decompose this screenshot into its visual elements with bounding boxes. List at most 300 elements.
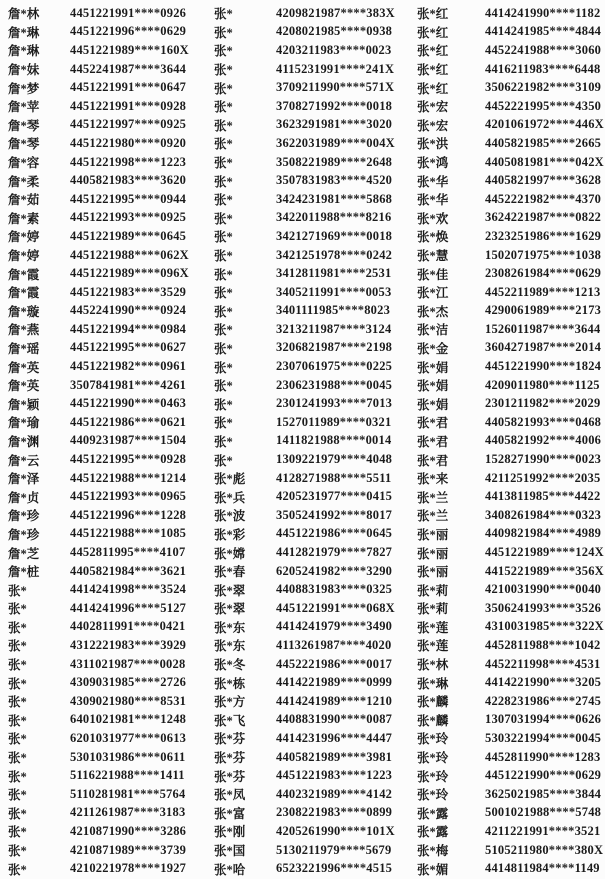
table-row	[214, 190, 405, 209]
person-name: 张*	[8, 862, 27, 877]
id-number: 4452811995****4107	[70, 545, 186, 560]
table-row	[8, 394, 202, 413]
table-row	[214, 320, 405, 339]
person-name: 张*洪	[417, 137, 449, 152]
id-number: 4451221998****1223	[70, 154, 187, 169]
id-number: 1411821988****0014	[276, 433, 392, 448]
table-row	[8, 729, 202, 748]
person-name: 张*红	[417, 25, 449, 40]
table-row	[417, 562, 605, 581]
table-row	[417, 636, 605, 655]
person-name: 张*	[8, 602, 27, 617]
person-name: 张*芬	[214, 751, 246, 766]
table-row	[8, 487, 202, 506]
id-number: 3625021985****3844	[485, 786, 602, 801]
table-row	[417, 302, 605, 321]
id-number: 4414811984****1149	[485, 861, 600, 876]
table-row	[417, 413, 605, 432]
table-row	[417, 283, 605, 302]
person-name: 张*丽	[417, 546, 449, 561]
table-row	[214, 209, 405, 228]
person-name: 詹*容	[8, 156, 40, 171]
person-name: 张*莲	[417, 620, 449, 635]
table-row	[8, 4, 202, 23]
person-name: 张*	[214, 156, 233, 171]
person-name: 张*	[8, 713, 27, 728]
id-number: 4402321989****4142	[276, 786, 393, 801]
person-name: 詹*琳	[8, 44, 40, 59]
person-name: 詹*梦	[8, 81, 40, 96]
person-name: 詹*瑶	[8, 341, 40, 356]
table-row	[8, 450, 202, 469]
table-row	[8, 60, 202, 79]
table-row	[214, 822, 405, 841]
id-number: 4451221991****0926	[70, 5, 187, 20]
person-name: 詹*贞	[8, 490, 40, 505]
person-name: 詹*妹	[8, 63, 40, 78]
table-row	[214, 748, 405, 767]
table-row	[214, 302, 405, 321]
id-number: 4203211983****0023	[276, 42, 392, 57]
person-name: 詹*霞	[8, 286, 40, 301]
table-row	[214, 525, 405, 544]
id-number: 4451221990****0629	[485, 768, 602, 783]
id-number: 3622031989****004X	[276, 135, 395, 150]
id-number: 3507831983****4520	[276, 173, 393, 188]
id-number: 4451221989****160X	[70, 42, 189, 57]
table-row	[214, 97, 405, 116]
person-name: 张*	[214, 267, 233, 282]
table-row	[214, 729, 405, 748]
person-name: 张*	[214, 249, 233, 264]
id-number: 6523221996****4515	[276, 861, 393, 876]
person-name: 张*玲	[417, 732, 449, 747]
table-row	[417, 580, 605, 599]
table-row	[214, 432, 405, 451]
id-number: 4452811990****1283	[485, 749, 601, 764]
person-name: 张*	[8, 676, 27, 691]
table-row	[8, 209, 202, 228]
person-name: 詹*桩	[8, 565, 40, 580]
table-row	[214, 543, 405, 562]
table-row	[417, 171, 605, 190]
person-name: 张*翠	[214, 602, 246, 617]
table-row	[214, 339, 405, 358]
table-row	[417, 4, 605, 23]
id-number: 4452221982****4370	[485, 191, 602, 206]
id-number: 4115231991****241X	[276, 61, 395, 76]
id-number: 4113261987****4020	[276, 637, 392, 652]
person-name: 张*	[214, 44, 233, 59]
id-number: 5105211980****380X	[485, 842, 604, 857]
person-name: 张*栋	[214, 676, 246, 691]
id-number: 1528271990****0023	[485, 452, 602, 467]
person-name: 张*	[8, 751, 27, 766]
id-number: 3421271969****0018	[276, 228, 393, 243]
id-number: 3507841981****4261	[70, 377, 187, 392]
id-number: 4408831983****0325	[276, 582, 393, 597]
id-number: 4310031985****322X	[485, 619, 604, 634]
table-row	[8, 23, 202, 42]
person-name: 詹*婷	[8, 249, 40, 264]
table-column	[0, 4, 202, 879]
person-name: 张*娟	[417, 397, 449, 412]
table-row	[8, 599, 202, 618]
id-number: 4451221988****1085	[70, 526, 187, 541]
person-name: 张*洁	[417, 323, 449, 338]
id-number: 3708271992****0018	[276, 98, 393, 113]
person-name: 张*红	[417, 7, 449, 22]
table-row	[214, 246, 405, 265]
table-row	[8, 153, 202, 172]
id-number: 3604271987****2014	[485, 340, 602, 355]
person-name: 张*华	[417, 193, 449, 208]
table-row	[417, 859, 605, 878]
id-number: 4210031990****0040	[485, 582, 602, 597]
id-number: 4405821983****3620	[70, 173, 187, 188]
table-row	[214, 264, 405, 283]
id-number: 4451221993****0965	[70, 489, 187, 504]
table-row	[214, 804, 405, 823]
table-row	[214, 116, 405, 135]
id-number: 3506241993****3526	[485, 600, 602, 615]
id-number: 4452211998****4531	[485, 656, 601, 671]
id-number: 4451221989****124X	[485, 545, 604, 560]
person-name: 张*莲	[417, 639, 449, 654]
id-number: 3508221989****2648	[276, 154, 393, 169]
person-name: 詹*珍	[8, 509, 40, 524]
person-name: 张*君	[417, 416, 449, 431]
table-row	[214, 506, 405, 525]
id-number: 5110281981****5764	[70, 786, 186, 801]
table-column	[202, 4, 405, 879]
table-row	[214, 673, 405, 692]
table-row	[8, 804, 202, 823]
person-name: 张*翠	[214, 583, 246, 598]
id-number: 4128271988****5511	[276, 470, 392, 485]
id-number: 4209821987****383X	[276, 5, 395, 20]
table-row	[214, 4, 405, 23]
table-row	[417, 339, 605, 358]
id-number: 2306231988****0045	[276, 377, 393, 392]
table-row	[417, 487, 605, 506]
id-number: 4451221980****0920	[70, 135, 187, 150]
table-row	[8, 859, 202, 878]
person-name: 詹*珍	[8, 527, 40, 542]
table-row	[417, 153, 605, 172]
id-number: 4451221996****1228	[70, 507, 187, 522]
table-row	[214, 227, 405, 246]
person-name: 张*江	[417, 286, 449, 301]
id-number: 4451221995****0928	[70, 452, 187, 467]
table-row	[417, 41, 605, 60]
table-row	[417, 525, 605, 544]
table-row	[214, 766, 405, 785]
table-row	[214, 618, 405, 637]
id-number: 4405821984****3621	[70, 563, 187, 578]
person-name: 张*华	[417, 174, 449, 189]
table-row	[417, 376, 605, 395]
table-row	[8, 339, 202, 358]
table-row	[8, 692, 202, 711]
person-name: 詹*苹	[8, 100, 40, 115]
table-row	[214, 692, 405, 711]
table-row	[8, 841, 202, 860]
table-row	[214, 469, 405, 488]
table-row	[214, 785, 405, 804]
table-row	[8, 78, 202, 97]
person-name: 詹*璇	[8, 304, 40, 319]
table-row	[417, 673, 605, 692]
person-name: 张*焕	[417, 230, 449, 245]
id-number: 4451221993****0925	[70, 210, 187, 225]
person-name: 张*方	[214, 695, 246, 710]
person-name: 詹*颖	[8, 397, 40, 412]
table-row	[8, 432, 202, 451]
table-row	[417, 357, 605, 376]
person-name: 张*	[214, 323, 233, 338]
table-row	[214, 487, 405, 506]
table-row	[8, 580, 202, 599]
person-name: 张*	[214, 397, 233, 412]
id-number: 2301241993****7013	[276, 396, 393, 411]
table-row	[214, 711, 405, 730]
id-number: 4205261990****101X	[276, 823, 395, 838]
table-row	[8, 655, 202, 674]
table-row	[8, 618, 202, 637]
id-number: 3624221987****0822	[485, 210, 602, 225]
person-name: 张*彪	[214, 472, 246, 487]
table-row	[214, 283, 405, 302]
table-row	[8, 506, 202, 525]
id-number: 4451221996****0629	[70, 24, 187, 39]
person-name: 詹*琴	[8, 137, 40, 152]
person-name: 张*红	[417, 81, 449, 96]
table-row	[8, 748, 202, 767]
id-number: 4211261987****3183	[70, 805, 186, 820]
id-number: 4405821985****2665	[485, 135, 602, 150]
person-name: 张*兰	[417, 509, 449, 524]
id-number: 4311021987****0028	[70, 656, 186, 671]
id-number: 4402811991****0421	[70, 619, 186, 634]
person-name: 张*金	[417, 341, 449, 356]
table-row	[8, 97, 202, 116]
id-number: 4452211989****1213	[485, 284, 601, 299]
table-row	[214, 41, 405, 60]
person-name: 张*红	[417, 44, 449, 59]
person-name: 张*	[214, 304, 233, 319]
table-row	[417, 134, 605, 153]
id-number: 4414231996****4447	[276, 730, 393, 745]
table-row	[8, 711, 202, 730]
table-row	[8, 413, 202, 432]
table-row	[8, 41, 202, 60]
person-name: 张*冬	[214, 658, 246, 673]
id-number: 4309031985****2726	[70, 675, 187, 690]
person-name: 张*	[8, 788, 27, 803]
table-row	[417, 804, 605, 823]
id-number: 4208021985****0938	[276, 24, 393, 39]
table-row	[8, 543, 202, 562]
id-number: 3421251978****0242	[276, 247, 393, 262]
id-number: 4228231986****2745	[485, 693, 602, 708]
table-row	[8, 785, 202, 804]
person-name: 张*	[214, 211, 233, 226]
person-name: 张*	[8, 583, 27, 598]
person-name: 张*	[214, 137, 233, 152]
person-name: 张*国	[214, 844, 246, 859]
id-number: 4451221994****0984	[70, 321, 187, 336]
id-number: 4451221991****0928	[70, 98, 187, 113]
person-name: 张*	[214, 416, 233, 431]
id-number: 4452811988****1042	[485, 637, 601, 652]
person-name: 张*杰	[417, 304, 449, 319]
person-name: 张*来	[417, 472, 449, 487]
person-name: 张*琳	[417, 676, 449, 691]
person-name: 张*兰	[417, 490, 449, 505]
id-number: 3408261984****0323	[485, 507, 602, 522]
id-number: 3623291981****3020	[276, 117, 393, 132]
table-row	[8, 171, 202, 190]
table-row	[417, 748, 605, 767]
id-number: 4405821993****0468	[485, 414, 602, 429]
id-number: 4405821997****3628	[485, 173, 602, 188]
id-number: 2308261984****0629	[485, 266, 602, 281]
table-row	[417, 655, 605, 674]
id-number: 4409231987****1504	[70, 433, 187, 448]
person-name: 张*哈	[214, 862, 246, 877]
person-name: 詹*燕	[8, 323, 40, 338]
table-row	[214, 78, 405, 97]
person-name: 张*莉	[417, 602, 449, 617]
person-name: 詹*柔	[8, 174, 40, 189]
table-row	[8, 766, 202, 785]
person-name: 张*芬	[214, 732, 246, 747]
person-name: 张*东	[214, 620, 246, 635]
table-row	[8, 190, 202, 209]
person-name: 詹*琳	[8, 25, 40, 40]
person-name: 张*媚	[417, 862, 449, 877]
person-name: 詹*英	[8, 379, 40, 394]
person-name: 张*莉	[417, 583, 449, 598]
person-name: 张*	[8, 806, 27, 821]
person-name: 张*	[8, 695, 27, 710]
table-row	[417, 729, 605, 748]
id-number: 4405821989****3981	[276, 749, 393, 764]
table-column	[405, 4, 605, 879]
id-number: 6205241982****3290	[276, 563, 393, 578]
table-row	[8, 636, 202, 655]
table-row	[8, 525, 202, 544]
person-name: 张*麟	[417, 695, 449, 710]
person-name: 张*春	[214, 565, 246, 580]
id-number: 4209011980****1125	[485, 377, 600, 392]
id-number: 1526011987****3644	[485, 321, 601, 336]
person-name: 詹*素	[8, 211, 40, 226]
person-name: 张*	[214, 25, 233, 40]
table-row	[417, 543, 605, 562]
id-number: 4451221986****0621	[70, 414, 187, 429]
table-row	[417, 599, 605, 618]
id-number: 4451221989****0645	[70, 228, 187, 243]
person-name: 詹*芝	[8, 546, 40, 561]
id-number: 3412811981****2531	[276, 266, 392, 281]
table-row	[214, 23, 405, 42]
id-number: 4451221983****3529	[70, 284, 187, 299]
id-number: 4408831990****0087	[276, 712, 393, 727]
person-name: 张*鸿	[417, 156, 449, 171]
person-name: 张*兵	[214, 490, 246, 505]
id-number: 4414241979****3490	[276, 619, 393, 634]
id-number: 4451221982****0961	[70, 359, 187, 374]
person-name: 詹*林	[8, 7, 40, 22]
id-number: 1307031994****0626	[485, 712, 602, 727]
id-number: 1309221979****4048	[276, 452, 393, 467]
table-row	[214, 153, 405, 172]
person-name: 詹*瑜	[8, 416, 40, 431]
id-number: 4451221986****0645	[276, 526, 393, 541]
id-number: 4415221989****356X	[485, 563, 604, 578]
id-number: 4451221991****0647	[70, 80, 187, 95]
table-row	[8, 283, 202, 302]
table-row	[417, 785, 605, 804]
id-number: 4452221995****4350	[485, 98, 602, 113]
id-number: 4416211983****6448	[485, 61, 601, 76]
table-row	[214, 376, 405, 395]
id-number: 4451221990****0463	[70, 396, 187, 411]
id-number: 4414241998****3524	[70, 582, 187, 597]
table-row	[417, 320, 605, 339]
person-name: 张*丽	[417, 527, 449, 542]
table-row	[8, 134, 202, 153]
id-number: 3401111985****8023	[276, 303, 391, 318]
table-row	[417, 841, 605, 860]
person-name: 张*	[214, 379, 233, 394]
person-name: 张*波	[214, 509, 246, 524]
person-name: 张*	[214, 174, 233, 189]
id-number: 4312221983****3929	[70, 637, 187, 652]
table-row	[417, 822, 605, 841]
table-row	[417, 692, 605, 711]
person-name: 张*	[8, 769, 27, 784]
id-number: 4210871989****3739	[70, 842, 187, 857]
id-number: 4211251992****2035	[485, 470, 601, 485]
id-number: 4205231977****0415	[276, 489, 393, 504]
table-row	[417, 209, 605, 228]
person-name: 张*	[214, 193, 233, 208]
person-name: 张*露	[417, 825, 449, 840]
id-number: 4405081981****042X	[485, 154, 604, 169]
person-name: 张*玲	[417, 751, 449, 766]
id-number: 4211221991****3521	[485, 823, 601, 838]
person-name: 张*	[8, 620, 27, 635]
person-name: 张*	[8, 639, 27, 654]
table-row	[417, 227, 605, 246]
id-number: 4309021980****8531	[70, 693, 187, 708]
id-number: 4412821979****7827	[276, 545, 393, 560]
table-row	[214, 580, 405, 599]
table-row	[214, 450, 405, 469]
person-name: 张*	[8, 825, 27, 840]
table-row	[8, 246, 202, 265]
table-row	[417, 60, 605, 79]
person-name: 张*	[214, 118, 233, 133]
table-row	[214, 562, 405, 581]
table-row	[417, 23, 605, 42]
table-row	[214, 357, 405, 376]
table-row	[8, 116, 202, 135]
table-row	[214, 859, 405, 878]
